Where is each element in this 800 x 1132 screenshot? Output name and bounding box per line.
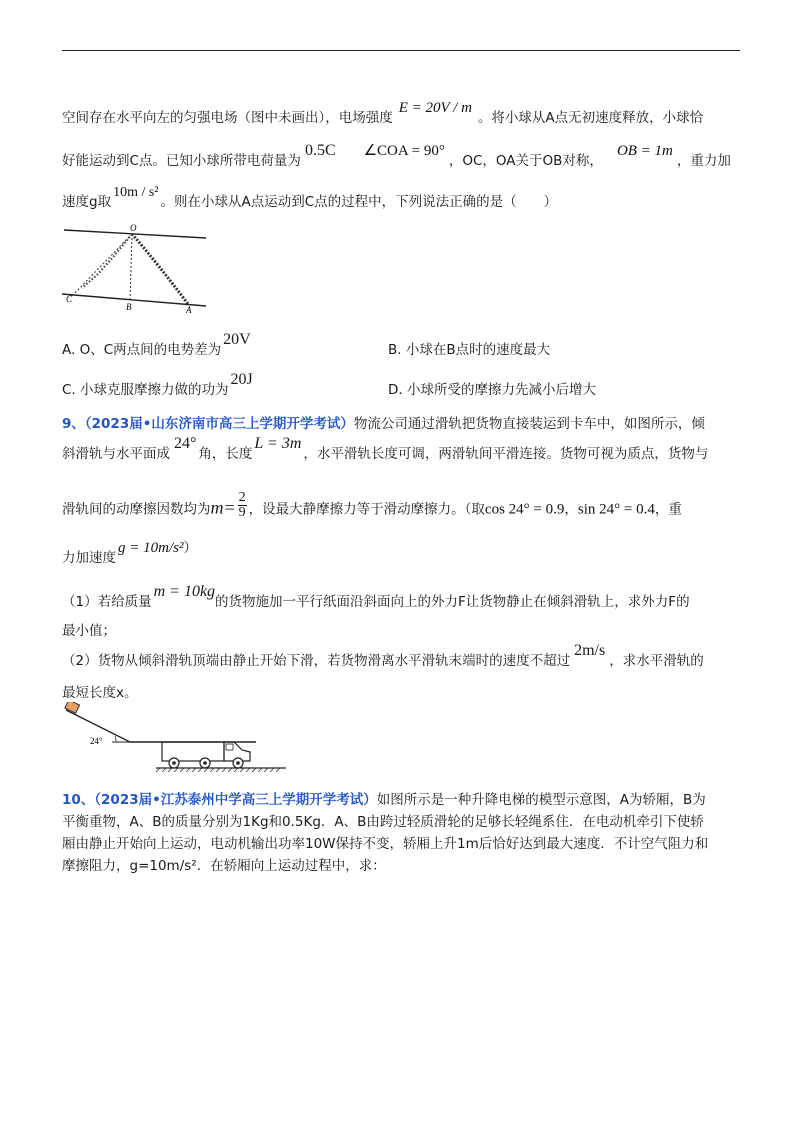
q10-heading: 10、（2023届•江苏泰州中学高三上学期开学考试） xyxy=(62,792,377,808)
q8-text: 速度g取 xyxy=(62,194,112,210)
sin-value: sin 24° = 0.4 xyxy=(577,501,655,518)
figure-label-b: B xyxy=(126,302,132,312)
option-b xyxy=(388,340,550,360)
q9-text: ，水平滑轨长度可调，两滑轨间平滑连接。货物可视为质点，货物与 xyxy=(303,446,709,462)
q8-text: 空间存在水平向左的匀强电场（图中未画出），电场强度 xyxy=(62,110,393,126)
figure-label-o: O xyxy=(130,223,137,233)
q8-text: 好能运动到C点。已知小球所带电荷量为 xyxy=(62,153,301,169)
q9-text: ，设最大静摩擦力等于滑动摩擦力。（取 xyxy=(248,501,485,518)
q9-part2-text: 最短长度x。 xyxy=(62,685,138,701)
friction-coefficient-fraction xyxy=(238,491,247,520)
fraction-denominator: 9 xyxy=(238,505,246,520)
q8-text: ，OC，OA关于OB对称， xyxy=(448,153,603,169)
q9-text: 斜滑轨与水平面成 xyxy=(62,446,170,462)
option-c xyxy=(62,371,253,400)
friction-coefficient-symbol: m= xyxy=(210,497,236,518)
speed-limit-value: 2m/s xyxy=(574,642,606,659)
incline-length: L = 3m xyxy=(254,435,302,452)
q9-text: 力加速度 xyxy=(62,550,116,566)
q10-line2 xyxy=(62,812,704,832)
ob-length-formula: OB = 1m xyxy=(616,143,673,159)
q9-part1 xyxy=(62,583,690,612)
option-b-text: B. 小球在B点时的速度最大 xyxy=(388,342,551,358)
cargo-box xyxy=(65,702,80,713)
q8-text: ，重力加 xyxy=(676,153,731,169)
option-a xyxy=(62,331,251,360)
q10-line1 xyxy=(62,790,706,810)
q9-text: ， xyxy=(564,501,578,518)
q9-line2 xyxy=(62,435,709,464)
q9-part2-line2 xyxy=(62,683,138,703)
option-d-text: D. 小球所受的摩擦力先减小后增大 xyxy=(388,382,596,398)
slide-truck-figure xyxy=(58,702,290,774)
q9-part1-text: 的货物施加一平行纸面沿斜面向上的外力F让货物静止在倾斜滑轨上，求外力F的 xyxy=(215,594,690,610)
q10-text: 平衡重物，A、B的质量分别为1Kg和0.5Kg．A、B由跨过轻质滑轮的足够长轻绳系住．在电动机牵引下使轿 xyxy=(62,814,704,830)
charge-value: 0.5C xyxy=(304,142,336,159)
option-d xyxy=(388,380,596,400)
figure-label-a: A xyxy=(186,305,192,314)
q10-text: 厢由静止开始向上运动，电动机输出功率10W保持不变，轿厢上升1m后恰好达到最大速度．不计空气阻力和 xyxy=(62,836,709,852)
electric-field-formula: E = 20V / m xyxy=(398,100,472,116)
q10-text: 如图所示是一种升降电梯的模型示意图，A为轿厢，B为 xyxy=(376,792,706,808)
q9-text: 物流公司通过滑轨把货物直接装运到卡车中，如图所示，倾 xyxy=(353,416,705,432)
q9-text: ，重 xyxy=(654,501,682,518)
q9-part2-text: （2）货物从倾斜滑轨顶端由静止开始下滑，若货物滑离水平滑轨末端时的速度不超过 xyxy=(62,653,571,669)
figure-label-c: C xyxy=(66,294,73,304)
mass-value: m = 10kg xyxy=(153,583,216,600)
q8-text: 。则在小球从A点运动到C点的过程中，下列说法正确的是（ ） xyxy=(160,194,558,210)
q9-text: 角，长度 xyxy=(198,446,253,462)
angle-label: 24° xyxy=(90,736,103,746)
gravity-formula: 10m / s² xyxy=(113,185,159,200)
q9-part1-text: 最小值； xyxy=(62,623,116,639)
option-a-text: A. O、C两点间的电势差为 xyxy=(62,342,222,358)
q9-text: ） xyxy=(183,540,197,556)
option-c-value: 20J xyxy=(230,371,253,388)
gravity-formula: g = 10m/s² xyxy=(118,540,184,556)
chain-incline-figure xyxy=(58,222,210,314)
q9-part2-text: ，求水平滑轨的 xyxy=(609,653,704,669)
q9-part1-text: （1）若给质量 xyxy=(62,594,152,610)
q8-line1 xyxy=(62,100,704,128)
q9-line3 xyxy=(62,490,682,524)
q10-text: 摩擦阻力，g=10m/s²．在轿厢向上运动过程中，求： xyxy=(62,858,386,874)
q8-line2 xyxy=(62,142,731,171)
incline-angle: 24° xyxy=(174,435,197,452)
angle-formula: ∠COA = 90° xyxy=(363,143,445,159)
cos-value: cos 24° = 0.9 xyxy=(484,501,565,518)
q9-line4 xyxy=(62,540,197,568)
q9-line1 xyxy=(62,414,705,434)
fraction-numerator: 2 xyxy=(238,490,246,505)
q8-text: 。将小球从A点无初速度释放，小球恰 xyxy=(477,110,704,126)
q9-text: 滑轨间的动摩擦因数均为 xyxy=(62,501,211,518)
option-a-value: 20V xyxy=(223,331,251,348)
q9-part2 xyxy=(62,642,704,671)
q9-heading: 9、（2023届•山东济南市高三上学期开学考试） xyxy=(62,416,354,432)
q10-line3 xyxy=(62,834,708,854)
q9-part1-line2 xyxy=(62,621,116,641)
option-c-text: C. 小球克服摩擦力做的功为 xyxy=(62,382,229,398)
q8-line3 xyxy=(62,185,558,213)
header-rule xyxy=(62,50,740,51)
q10-line4 xyxy=(62,856,386,876)
